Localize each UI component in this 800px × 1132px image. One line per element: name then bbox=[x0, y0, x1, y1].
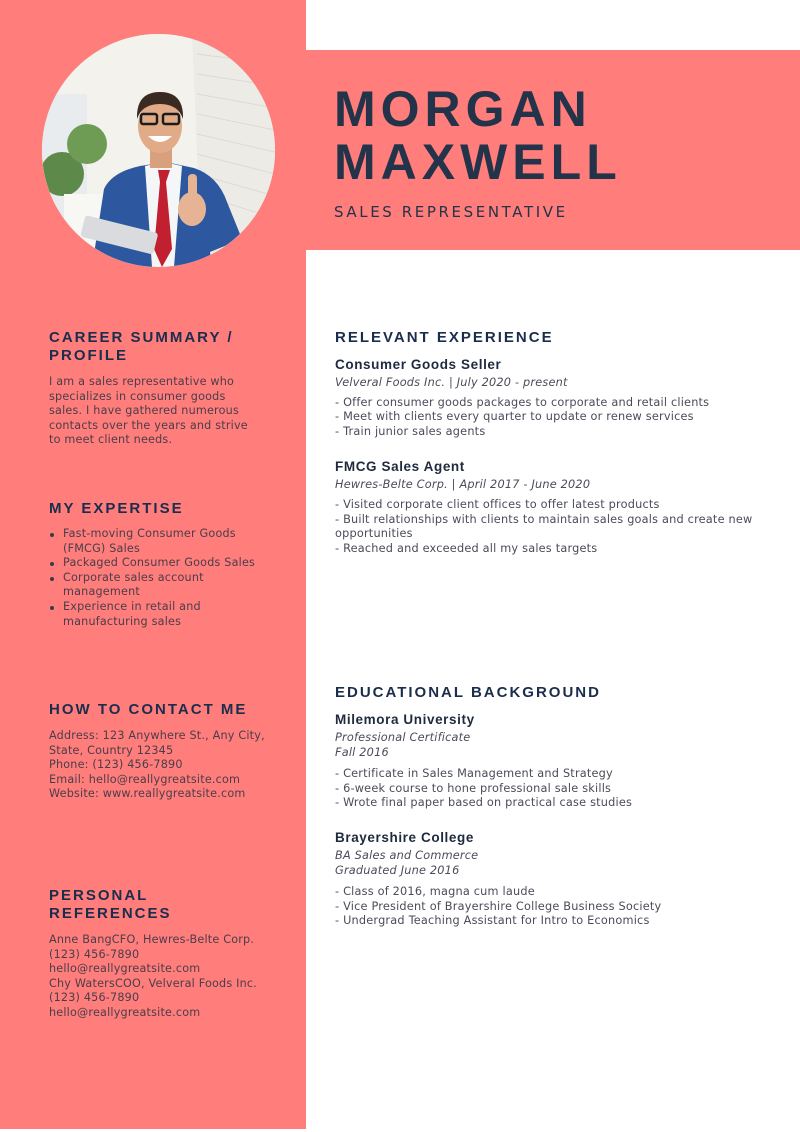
job-title: FMCG Sales Agent bbox=[335, 459, 465, 475]
graduation-date: Graduated June 2016 bbox=[335, 863, 460, 877]
profile-photo bbox=[42, 34, 275, 267]
job-title: Consumer Goods Seller bbox=[335, 357, 502, 372]
job-company-dates: Hewres-Belte Corp. | April 2017 - June 2020 bbox=[335, 478, 591, 492]
degree: BA Sales and Commerce bbox=[335, 848, 479, 862]
job-company-dates: Velveral Foods Inc. | July 2020 - present bbox=[335, 376, 568, 389]
references-details bbox=[49, 933, 279, 1021]
reference-name: Anne BangCFO, Hewres-Belte Corp. bbox=[49, 933, 255, 946]
career-summary-text: I am a sales representative who specializes in consumer goods sales. I have gathered numerous contacts over the years and strive to meet client needs. bbox=[49, 375, 248, 447]
references-heading: PERSONAL REFERENCES bbox=[49, 887, 172, 922]
contact-address-cont: State, Country 12345 bbox=[49, 743, 174, 757]
contact-heading: HOW TO CONTACT ME bbox=[49, 701, 248, 718]
career-summary-heading: CAREER SUMMARY / PROFILE bbox=[49, 329, 234, 364]
contact-email: Email: hello@reallygreatsite.com bbox=[49, 772, 241, 786]
contact-phone: Phone: (123) 456-7890 bbox=[49, 758, 183, 772]
expertise-item: Experience in retail and manufacturing sales bbox=[49, 600, 279, 629]
reference-email: hello@reallygreatsite.com bbox=[49, 1005, 201, 1019]
expertise-heading: MY EXPERTISE bbox=[49, 500, 184, 517]
career-summary-section bbox=[49, 329, 279, 448]
experience-entry bbox=[335, 357, 780, 439]
school-name: Milemora University bbox=[335, 712, 475, 727]
expertise-item: Corporate sales account management bbox=[49, 571, 279, 600]
last-name: MAXWELL bbox=[334, 134, 622, 190]
reference-name: Chy WatersCOO, Velveral Foods Inc. bbox=[49, 976, 258, 990]
education-heading: EDUCATIONAL BACKGROUND bbox=[335, 684, 601, 701]
person-portrait-icon bbox=[42, 34, 275, 267]
degree: Professional Certificate bbox=[335, 731, 471, 744]
reference-phone: (123) 456-7890 bbox=[49, 991, 140, 1005]
education-section bbox=[335, 684, 780, 929]
contact-website: Website: www.reallygreatsite.com bbox=[49, 787, 246, 801]
contact-details bbox=[49, 729, 279, 802]
reference-phone: (123) 456-7890 bbox=[49, 947, 140, 961]
expertise-item: Fast-moving Consumer Goods (FMCG) Sales bbox=[49, 527, 279, 556]
school-name: Brayershire College bbox=[335, 829, 474, 845]
candidate-name bbox=[334, 83, 622, 189]
experience-section bbox=[335, 329, 780, 556]
job-duties: - Offer consumer goods packages to corporate and retail clients - Meet with clients every quarter to update or renew services - Train junior sales agents bbox=[335, 395, 710, 438]
job-duties: - Visited corporate client offices to offer latest products - Built relationships with clients to maintain sales goals and create new opportunities - Reached and exceeded all my sales targets bbox=[335, 497, 753, 555]
contact-section bbox=[49, 701, 279, 802]
education-details: - Certificate in Sales Management and Strategy - 6-week course to hone professional sale skills - Wrote final paper based on practical case studies bbox=[335, 767, 633, 810]
references-section bbox=[49, 887, 279, 1021]
job-title: SALES REPRESENTATIVE bbox=[334, 203, 568, 221]
first-name: MORGAN bbox=[334, 81, 592, 137]
education-entry bbox=[335, 830, 780, 929]
expertise-item: Packaged Consumer Goods Sales bbox=[49, 556, 279, 571]
reference-email: hello@reallygreatsite.com bbox=[49, 962, 201, 976]
expertise-section bbox=[49, 500, 279, 629]
education-entry bbox=[335, 712, 780, 811]
graduation-date: Fall 2016 bbox=[335, 745, 389, 759]
education-details: - Class of 2016, magna cum laude - Vice President of Brayershire College Business Society - Undergrad Teaching Assistant for Intro to Economics bbox=[335, 885, 662, 928]
contact-address: Address: 123 Anywhere St., Any City, bbox=[49, 729, 265, 742]
expertise-list bbox=[49, 527, 279, 629]
experience-heading: RELEVANT EXPERIENCE bbox=[335, 329, 554, 346]
experience-entry bbox=[335, 459, 780, 556]
